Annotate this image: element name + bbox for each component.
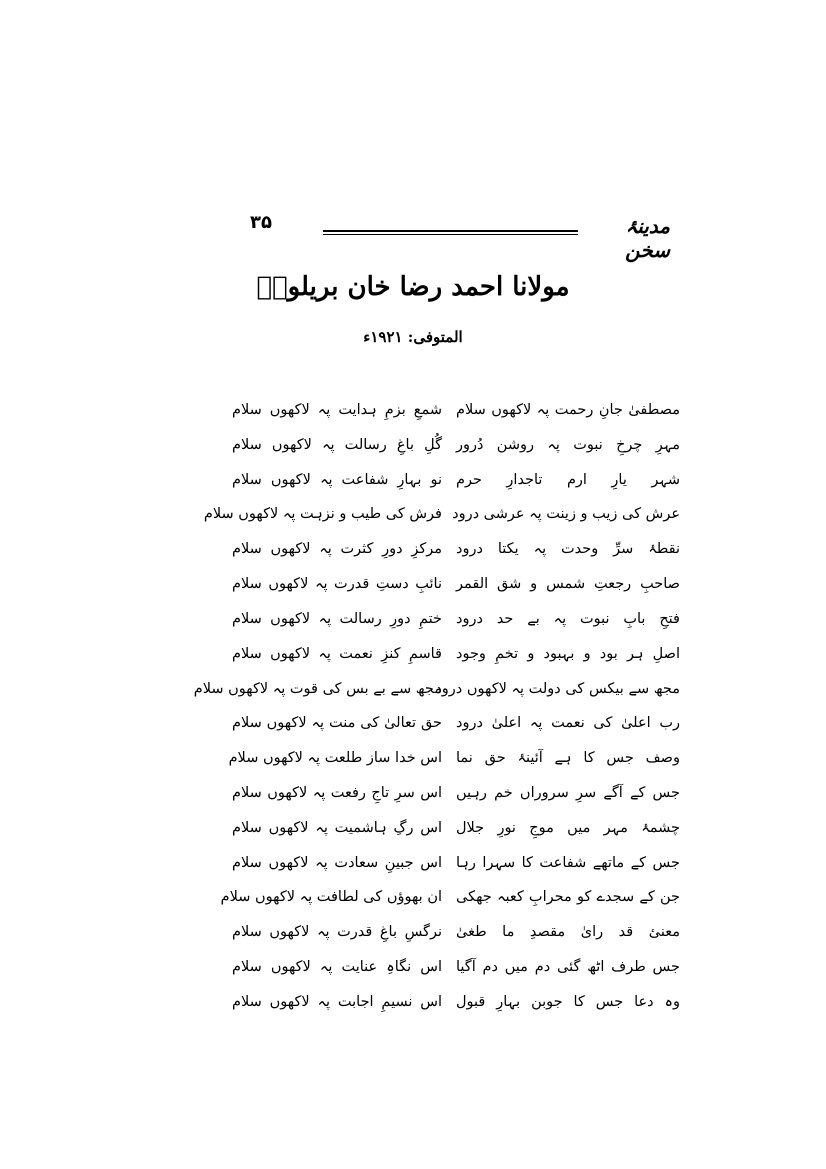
verse-line-second: اس خدا ساز طلعت پہ لاکھوں سلام (228, 750, 442, 767)
page-header (0, 212, 826, 262)
verse-line-second: مرکزِ دورِ کثرت پہ لاکھوں سلام (232, 541, 442, 558)
verse-line-first: مصطفیٰ جانِ رحمت پہ لاکھوں سلام (456, 402, 680, 418)
verse-line-first: مہرِ چرخِ نبوت پہ روشن دُرور (456, 436, 680, 453)
verse-line-second: قاسمِ کنزِ نعمت پہ لاکھوں سلام (232, 645, 442, 662)
verse-line-second: نائبِ دستِ قدرت پہ لاکھوں سلام (232, 576, 442, 593)
verse-line-second: شمعِ بزمِ ہدایت پہ لاکھوں سلام (232, 402, 442, 418)
poet-name: مولانا احمد رضا خان بریلویؒ (256, 272, 570, 302)
verse-line-first: صاحبِ رجعتِ شمس و شق القمر (456, 576, 680, 593)
verse-line-second: اس رگِ ہاشمیت پہ لاکھوں سلام (232, 819, 442, 836)
verse-line-second: اس جبینِ سعادت پہ لاکھوں سلام (232, 854, 442, 871)
verse-line-first: جن کے سجدے کو محرابِ کعبہ جھکی (456, 889, 680, 906)
verse-line-first: چشمۂ مہر میں موجِ نورِ جلال (456, 819, 680, 836)
verse-line-first: رب اعلیٰ کی نعمت پہ اعلیٰ درود (456, 715, 680, 732)
running-title: مدینۂ سخن (625, 214, 670, 262)
verse-line-first: جس کے آگے سرِ سروراں خم رہیں (456, 784, 680, 801)
verse-line-second: فرش کی طیب و نزہت پہ لاکھوں سلام (203, 506, 442, 523)
verse-line-first: معنیٔ قد رایٰ مقصدِ ما طغیٰ (456, 924, 680, 941)
header-rule (323, 230, 578, 235)
verse-line-second: اس سرِ تاجِ رفعت پہ لاکھوں سلام (232, 784, 442, 801)
verse-line-second: گُلِ باغِ رسالت پہ لاکھوں سلام (232, 436, 442, 453)
death-year: المتوفی: ۱۹۲۱ء (363, 328, 463, 346)
verse-line-first: اصلِ ہر بود و بہبود و تخمِ وجود (456, 645, 680, 662)
verse-line-second: ان بھوؤں کی لطافت پہ لاکھوں سلام (220, 889, 442, 906)
verse-line-first: جس کے ماتھے شفاعت کا سہرا رہا (456, 854, 680, 871)
verse-line-first: عرش کی زیب و زینت پہ عرشی درود (452, 506, 680, 523)
verse-line-first: مجھ سے بیکس کی دولت پہ لاکھوں درود (435, 680, 680, 697)
page-number: ۳۵ (250, 212, 272, 233)
first-hemistich-column (435, 396, 680, 1016)
verse-line-second: اس نسیمِ اجابت پہ لاکھوں سلام (232, 993, 442, 1010)
verse-line-second: نو بہارِ شفاعت پہ لاکھوں سلام (232, 471, 442, 488)
verse-line-second: ختمِ دورِ رسالت پہ لاکھوں سلام (232, 610, 442, 627)
verse-line-first: نقطۂ سرِّ وحدت پہ یکتا درود (456, 541, 680, 558)
verse-line-second: حق تعالیٰ کی منت پہ لاکھوں سلام (232, 715, 442, 732)
verse-line-first: وصف جس کا ہے آئینۂ حق نما (456, 750, 680, 767)
verse-line-first: وہ دعا جس کا جوبن بہارِ قبول (456, 993, 680, 1010)
verse-line-first: شہر یارِ ارم تاجدارِ حرم (456, 471, 680, 488)
verse-line-first: جس طرف اٹھ گئی دم میں دم آگیا (456, 959, 680, 975)
verse-line-second: نرگسِ باغِ قدرت پہ لاکھوں سلام (232, 924, 442, 941)
verse-line-second: مجھ سے بے بس کی قوت پہ لاکھوں سلام (193, 680, 442, 697)
second-hemistich-column (193, 396, 442, 1016)
verse-line-second: اس نگاہِ عنایت پہ لاکھوں سلام (232, 959, 442, 975)
verse-line-first: فتحِ بابِ نبوت پہ بے حد درود (456, 610, 680, 627)
